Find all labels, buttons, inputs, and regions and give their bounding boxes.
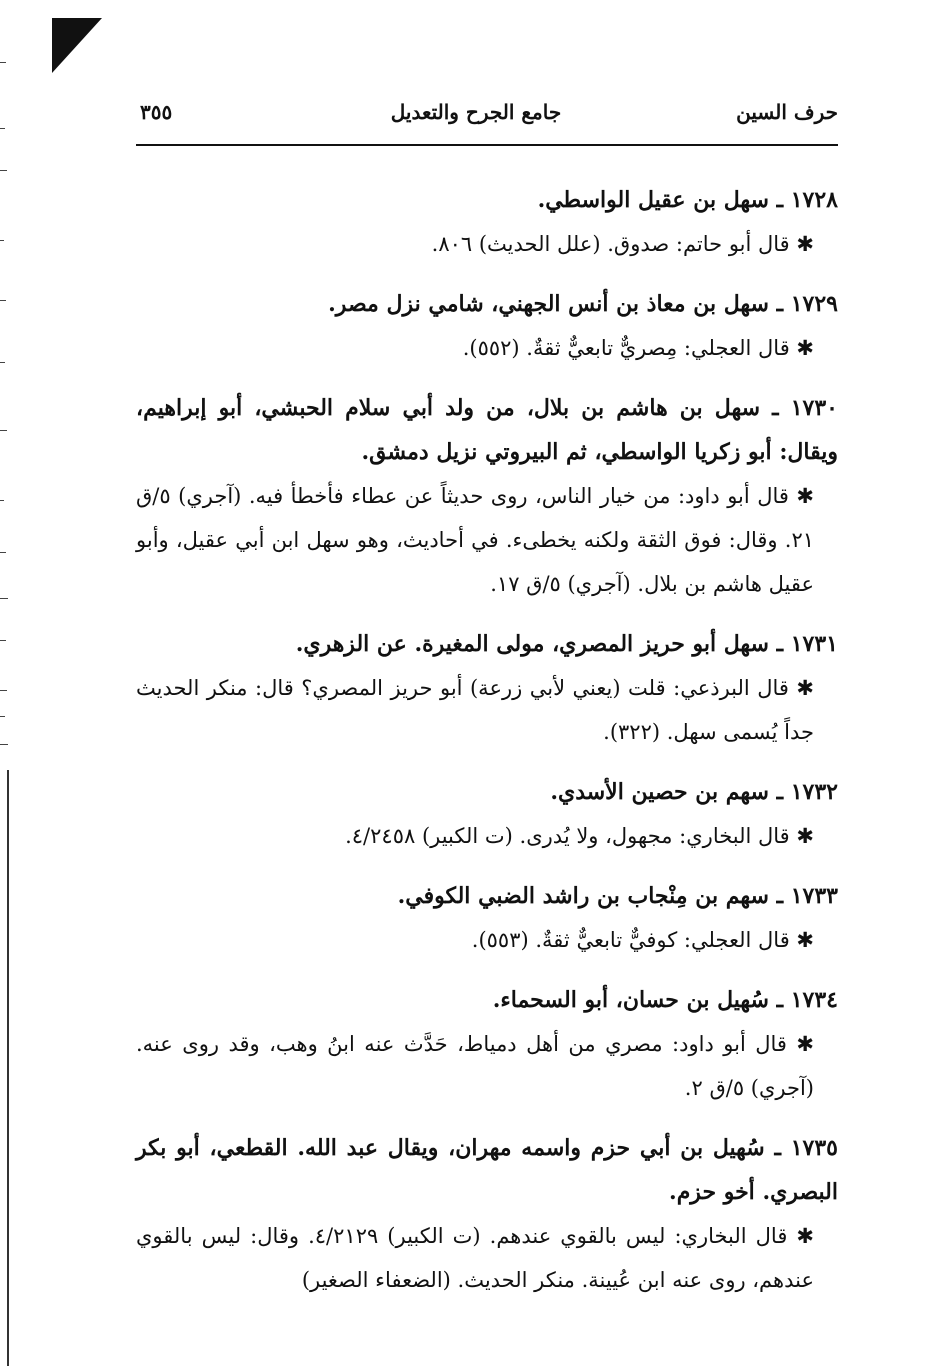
entry-heading: ١٧٣٥ ـ سُهيل بن أبي حزم واسمه مهران، ويقال عبد الله. القطعي، أبو بكر البصري. أخو حزم. — [136, 1135, 838, 1205]
entry-1731 — [136, 622, 838, 754]
header-rule — [136, 144, 838, 146]
corner-triangle-mark — [52, 18, 102, 73]
entry-quote: ✱ قال البرذعي: قلت (يعني لأبي زرعة) أبو حريز المصري؟ قال: منكر الحديث جداً يُسمى سهل. (٣٢٢). — [136, 676, 814, 744]
entry-1732 — [136, 770, 838, 858]
book-title: جامع الجرح والتعديل — [390, 100, 562, 124]
entry-1728 — [136, 178, 838, 266]
entry-quote: ✱ قال أبو حاتم: صدوق. (علل الحديث) ٨٠٦. — [431, 232, 814, 256]
entry-quote: ✱ قال أبو داود: مصري من أهل دمياط، حَدَّث عنه ابنُ وهب، وقد روى عنه. (آجري) ٥/ق ٢. — [136, 1032, 814, 1100]
entry-quote: ✱ قال البخاري: ليس بالقوي عندهم. (ت الكبير) ٤/٢١٢٩. وقال: ليس بالقوي عندهم، روى عنه ابن عُيينة. منكر الحديث. (الضعفاء الصغير) — [136, 1224, 814, 1292]
entry-quote: ✱ قال العجلي: كوفيٌّ تابعيٌّ ثقةٌ. (٥٥٣). — [471, 928, 814, 952]
entry-1733 — [136, 874, 838, 962]
entry-heading: ١٧٣٤ ـ سُهيل بن حسان، أبو السحماء. — [492, 987, 838, 1013]
entry-heading: ١٧٣٢ ـ سهم بن حصين الأسدي. — [550, 779, 838, 805]
entry-heading: ١٧٢٩ ـ سهل بن معاذ بن أنس الجهني، شامي نزل مصر. — [328, 291, 838, 317]
entry-heading: ١٧٣٣ ـ سهم بن مِنْجاب بن راشد الضبي الكوفي. — [397, 883, 838, 909]
entry-1735 — [136, 1126, 838, 1302]
running-header — [136, 100, 838, 132]
entry-quote: ✱ قال أبو داود: من خيار الناس، روى حديثاً عن عطاء فأخطأ فيه. (آجري) ٥/ق ٢١. وقال: فوق الثقة ولكنه يخطىء. في أحاديث، وهو سهل ابن أبي عقيل، وأبو عقيل هاشم بن بلال. (آجري) ٥/ق ١٧. — [136, 484, 814, 596]
entry-list — [136, 178, 838, 1318]
page-number: ٣٥٥ — [140, 100, 173, 124]
entry-heading: ١٧٣١ ـ سهل أبو حريز المصري، مولى المغيرة. عن الزهري. — [295, 631, 838, 657]
entry-heading: ١٧٣٠ ـ سهل بن هاشم بن بلال، من ولد أبي سلام الحبشي، أبو إبراهيم، ويقال: أبو زكريا الواسطي، ثم البيروتي نزيل دمشق. — [136, 395, 838, 465]
entry-1734 — [136, 978, 838, 1110]
entry-quote: ✱ قال العجلي: مِصريٌّ تابعيٌّ ثقةٌ. (٥٥٢). — [462, 336, 814, 360]
binding-edge-rule — [7, 770, 9, 1366]
entry-heading: ١٧٢٨ ـ سهل بن عقيل الواسطي. — [537, 187, 838, 213]
entry-1729 — [136, 282, 838, 370]
chapter-title: حرف السين — [736, 100, 838, 124]
entry-1730 — [136, 386, 838, 606]
entry-quote: ✱ قال البخاري: مجهول، ولا يُدرى. (ت الكبير) ٤/٢٤٥٨. — [345, 824, 814, 848]
